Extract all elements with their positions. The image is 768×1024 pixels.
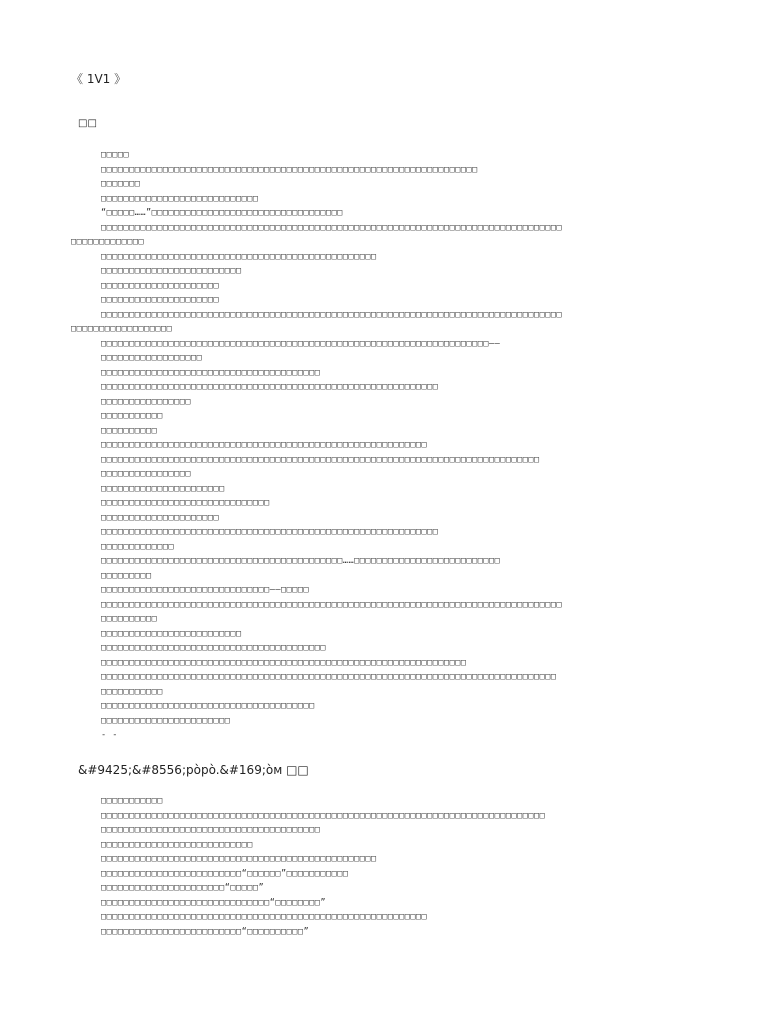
text-line: □□□□□□□□□□□□□□□□□□□□□□□□□ [101, 266, 242, 276]
text-line: □□□□□□□□□□□□□□□□□□□□□□□□□□□□□□□□□□□□□□□□□□□□□□□□□□□□□□□□□□□□ [101, 382, 439, 392]
text-line: □□□□□□□□□□□□□□□□□□□□□□□□□□□□□□□□□□□□□□□□□□□□□□□□□□□□□□□□□□□□□□□□□□□□□□□□□□□□□□□□□ [101, 672, 557, 682]
text-line: □□□□□ [101, 150, 130, 160]
text-line: □□□□□□□□□□□□□□□□□□□□□□□□□□□□□□ [101, 498, 270, 508]
text-line: □□□□□□□□□□ [101, 425, 158, 436]
text-line: □□□□□□□□□□□□□□□□□□□□□□□□□□□□□□□□□□□□□□□ [101, 825, 321, 835]
text-line: □□□□□□□□□□□□□□□□□□□□□□□□□□□□□□□□□□□□□□□□□□□□□□□□□□□□□□□□□□ [101, 440, 428, 450]
section-heading: &#9425;&#8556;pòpò.&#169;òм □□ [78, 763, 309, 777]
text-line: □□□□□□□□□□□□□□□□ [101, 396, 191, 407]
text-line: □□□□□□□□□□□□□□□□□□□□□□□□□□□□□□□□□□□□□□□□□□□□□□□□□□□□□□□□□□□□□□□□□□□□□□□□□□□□□□□□□□ [101, 222, 563, 233]
text-line: □□□□□□□□□□□□□□□□□□□□□□□ [101, 715, 231, 726]
text-line: □□□□□□□□□□□□□ [71, 237, 145, 247]
text-line: □□□□□□□□□□□□□□□□□□□□□□□□□□□□□□□□□□□□□□□□□□□□□□□□□□□□□□□□□□□□□□□□□□□□□□□□□□□□□□ [101, 454, 540, 465]
text-line: □□□□□□□□□□□□□□□□□□□□□□□□□□□□□□□□□□□□□□ [101, 701, 315, 711]
text-line: □□□□□□□□□□□□□□□□□□□□□□□□□□□□□□□□□□□□□□□□□□□□□□□□□□□□□□□□□□□□□□□□□□□□□—— [101, 338, 501, 349]
text-line: □□□□□□□□□□□□□□□□□□□□□□□□□□□□ [101, 193, 259, 204]
text-line: □□□□□□□□□□□□□□□□□□□□□□□□□□□□□□□□□□□□□□□□□□□□□□□□□□□□□□□□□□□□□□□□□□□□□□□□□□□□□□□□□□ [101, 599, 563, 610]
text-line: □□□□□□□□□□□ [101, 411, 163, 421]
text-line: □□□□□□□□□□□□□□□□□□□□□□□□□□□□□□□□□□□□□□□□□□□□□□□□□□□□□□□□□□□□□□□□□ [101, 657, 467, 668]
text-line: □□□□□□□□□□□□□□□□□□□□□□□□□□□□□□□□□□□□□□□□□□□□□□□□□□□□□□□□□□ [101, 912, 428, 922]
text-line: □□□□□□□□□ [101, 570, 152, 581]
text-line: □□□□□□□□□□□□□□□□□□□□□□□□□□□□□□□□□□□□□□□□□□□□□□□□□□□□□□□□□□□□□□□□□□□□□□□□□□□□□□□ [101, 810, 546, 821]
text-line: □□□□□□□□□□□□□□□□□□□□□□□□□“□□□□□□”□□□□□□□□□□□ [101, 868, 349, 879]
text-line: “□□□□□……”□□□□□□□□□□□□□□□□□□□□□□□□□□□□□□□□□□ [101, 208, 343, 218]
text-line: □□□□□□□□□□□ [101, 686, 163, 697]
text-line: □□□□□□□□□□□□□□□□□□□□□□“□□□□□” [101, 883, 265, 893]
text-line: □□□□□□□□□□□□□□□□□□□□□□□□□□□□□□□□□□□□□□□□□□□□□□□□□□□□□□□□□□□□□□□□□□□ [101, 164, 478, 175]
text-line: □□□□□□□□□□□□□□□□□□□□□□□□□□□□□□“□□□□□□□□” [101, 897, 326, 908]
text-line: □□□□□□□□□□□□□□□□□□ [71, 324, 173, 334]
text-line: □□□□□□□□□□□□□□□□□□□□□□□□□□□□□□——□□□□□ [101, 585, 310, 595]
text-line: □□□□□□□ [101, 179, 141, 189]
text-line: □□□□□□□□□□□□□□□□□□□□□ [101, 295, 220, 305]
text-line: □□□□□□□□□□ [101, 614, 158, 624]
text-line: □□□□□□□□□□□□□□□□□□□□□□□□□□□□□□□□□□□□□□□□□□□□□□□□□□□□□□□□□□□□ [101, 527, 439, 537]
text-line: □□□□□□□□□□□ [101, 796, 163, 806]
text-line: □□□□□□□□□□□□□□□□□□□□□□□□□□□□□□□□□□□□□□□□ [101, 643, 326, 653]
text-line: □□□□□□□□□□□□□□□□□□□□□□□□□□□ [101, 839, 253, 850]
text-line: □□□□□□□□□□□□□□□□□□□□□□□□□ [101, 628, 242, 639]
text-line: □□□□□□□□□□□□□ [101, 541, 175, 552]
text-line: □□□□□□□□□□□□□□□□ [101, 469, 191, 479]
text-line: □□□□□□□□□□□□□□□□□□□□□□ [101, 483, 225, 494]
section-heading: □□ [78, 118, 97, 129]
text-line: □□□□□□□□□□□□□□□□□□□□□□□□□□□□□□□□□□□□□□□□□□□……□□□□□□□□□□□□□□□□□□□□□□□□□□ [101, 556, 501, 566]
text-line: □□□□□□□□□□□□□□□□□□□□□□□□□□□□□□□□□□□□□□□□□□□□□□□□□ [101, 854, 377, 864]
text-line: □□□□□□□□□□□□□□□□□□□□□□□□□“□□□□□□□□□□” [101, 926, 310, 937]
text-line: - - [101, 730, 118, 740]
text-line: □□□□□□□□□□□□□□□□□□□□□ [101, 280, 220, 291]
text-line: □□□□□□□□□□□□□□□□□□□□□ [101, 512, 220, 523]
text-line: □□□□□□□□□□□□□□□□□□ [101, 353, 203, 363]
text-line: □□□□□□□□□□□□□□□□□□□□□□□□□□□□□□□□□□□□□□□ [101, 367, 321, 378]
text-line: □□□□□□□□□□□□□□□□□□□□□□□□□□□□□□□□□□□□□□□□□□□□□□□□□□□□□□□□□□□□□□□□□□□□□□□□□□□□□□□□□□ [101, 309, 563, 320]
document-title: 《 1V1 》 [71, 72, 127, 86]
text-line: □□□□□□□□□□□□□□□□□□□□□□□□□□□□□□□□□□□□□□□□□□□□□□□□□ [101, 251, 377, 262]
